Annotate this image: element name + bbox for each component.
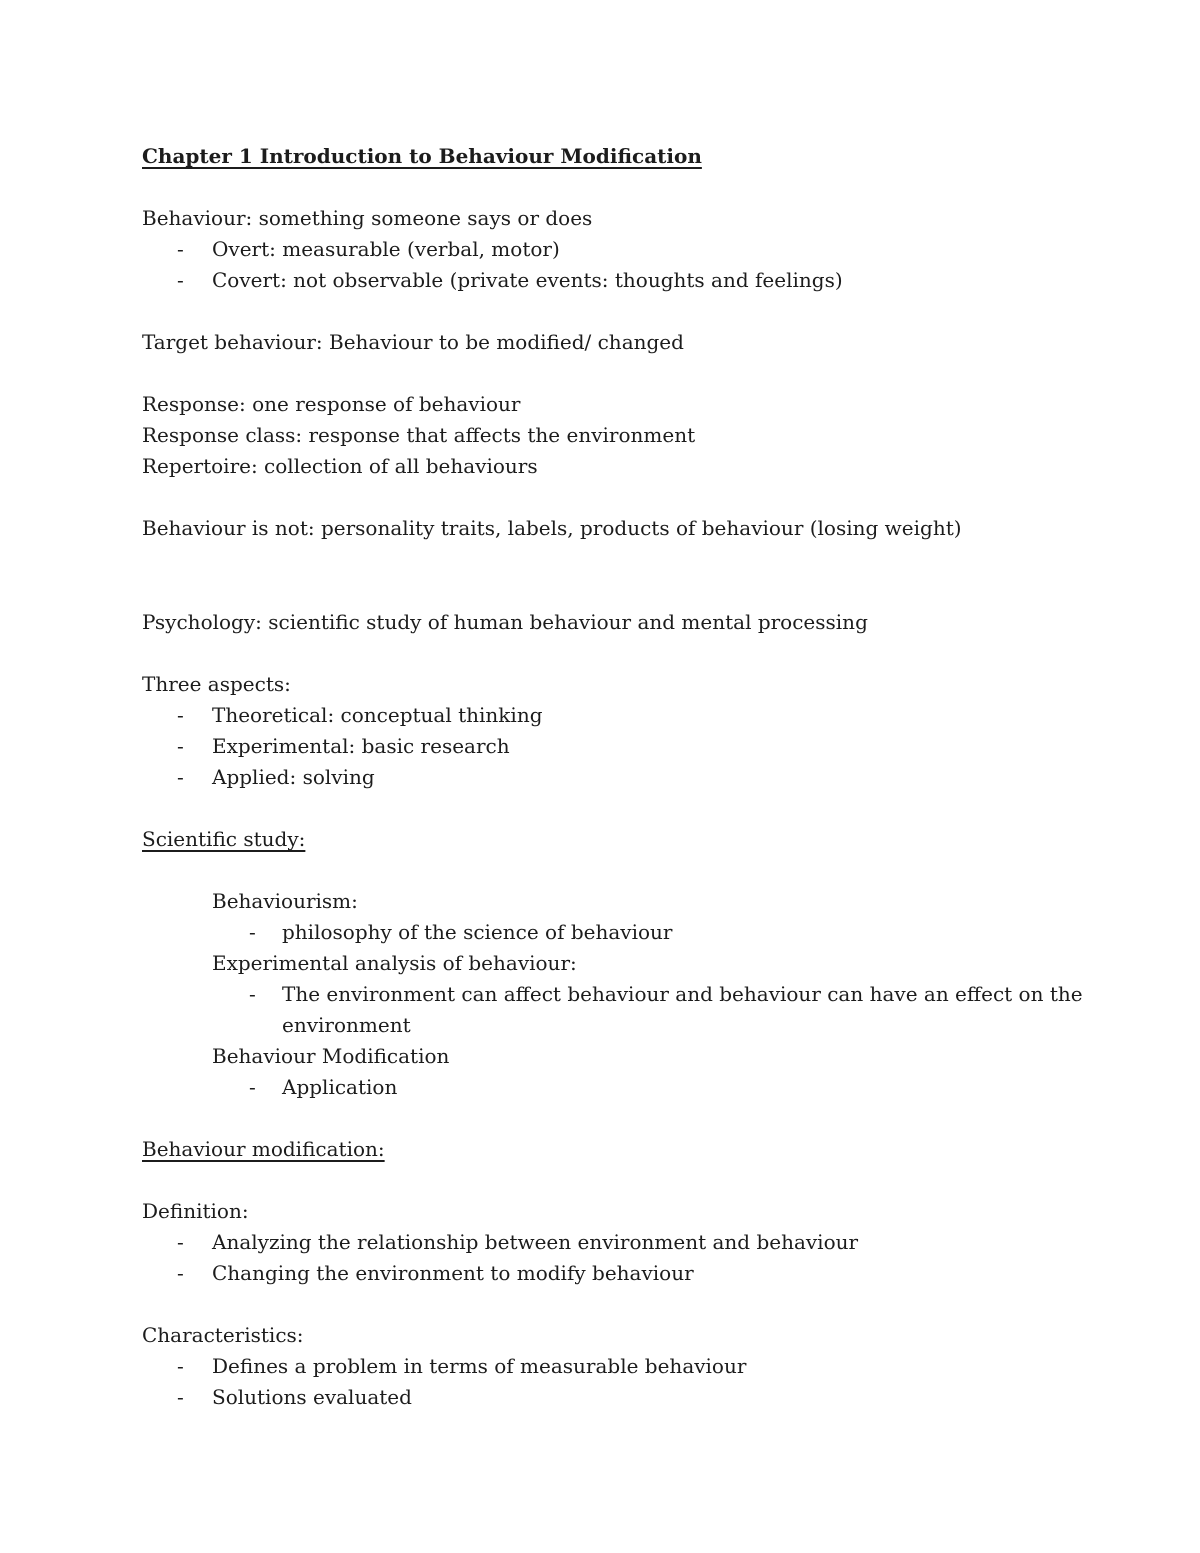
list-item-continuation: environment xyxy=(282,1013,411,1037)
list-item: Theoretical: conceptual thinking xyxy=(212,703,543,727)
behaviour-definition: Behaviour: something someone says or does xyxy=(142,206,593,230)
list-item: Applied: solving xyxy=(212,765,375,789)
list-item: Changing the environment to modify behaviour xyxy=(212,1261,694,1285)
bullet-dash: - xyxy=(177,1385,184,1409)
bullet-dash: - xyxy=(249,982,256,1006)
response-class-definition: Response class: response that affects the environment xyxy=(142,423,696,447)
bullet-dash: - xyxy=(177,237,184,261)
bullet-dash: - xyxy=(177,765,184,789)
scientific-study-heading: Scientific study: xyxy=(142,827,306,851)
bullet-dash: - xyxy=(249,1075,256,1099)
behaviour-not: Behaviour is not: personality traits, labels, products of behaviour (losing weight) xyxy=(142,516,962,540)
repertoire-definition: Repertoire: collection of all behaviours xyxy=(142,454,538,478)
psychology-definition: Psychology: scientific study of human behaviour and mental processing xyxy=(142,610,868,634)
list-item: Overt: measurable (verbal, motor) xyxy=(212,237,560,261)
list-item: Analyzing the relationship between environment and behaviour xyxy=(212,1230,859,1254)
bullet-dash: - xyxy=(177,734,184,758)
list-item: Solutions evaluated xyxy=(212,1385,412,1409)
behaviour-modification-subheading: Behaviour Modification xyxy=(212,1044,450,1068)
experimental-analysis-heading: Experimental analysis of behaviour: xyxy=(212,951,577,975)
list-item: Experimental: basic research xyxy=(212,734,510,758)
response-definition: Response: one response of behaviour xyxy=(142,392,521,416)
target-behaviour: Target behaviour: Behaviour to be modified/ changed xyxy=(142,330,684,354)
list-item: philosophy of the science of behaviour xyxy=(282,920,673,944)
bullet-dash: - xyxy=(177,1261,184,1285)
list-item: Application xyxy=(282,1075,398,1099)
list-item: The environment can affect behaviour and behaviour can have an effect on the xyxy=(282,982,1083,1006)
list-item: Defines a problem in terms of measurable behaviour xyxy=(212,1354,747,1378)
behaviourism-heading: Behaviourism: xyxy=(212,889,358,913)
page-title: Chapter 1 Introduction to Behaviour Modification xyxy=(142,144,702,168)
characteristics-heading: Characteristics: xyxy=(142,1323,304,1347)
three-aspects-heading: Three aspects: xyxy=(142,672,291,696)
bullet-dash: - xyxy=(177,1230,184,1254)
list-item: Covert: not observable (private events: thoughts and feelings) xyxy=(212,268,843,292)
bullet-dash: - xyxy=(177,703,184,727)
bullet-dash: - xyxy=(249,920,256,944)
bullet-dash: - xyxy=(177,1354,184,1378)
behaviour-modification-heading: Behaviour modification: xyxy=(142,1137,385,1161)
bullet-dash: - xyxy=(177,268,184,292)
definition-heading: Definition: xyxy=(142,1199,249,1223)
